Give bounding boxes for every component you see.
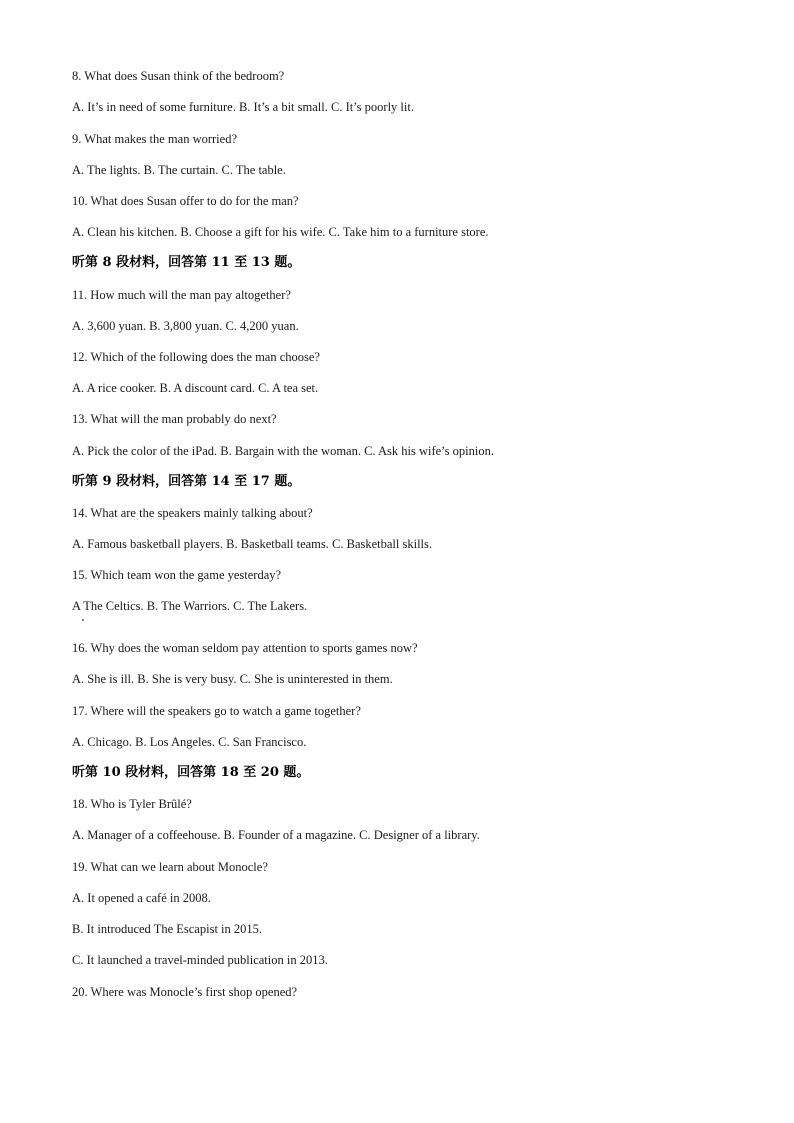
question-15-options: A The Celtics. B. The Warriors. C. The Lakers. (72, 599, 308, 613)
question-16: 16. Why does the woman seldom pay attention to sports games now? (72, 641, 418, 655)
question-19-option-c: C. It launched a travel-minded publication in 2013. (72, 953, 328, 967)
question-16-options: A. She is ill. B. She is very busy. C. She is uninterested in them. (72, 672, 393, 686)
question-11: 11. How much will the man pay altogether? (72, 288, 291, 302)
question-19: 19. What can we learn about Monocle? (72, 860, 268, 874)
question-8: 8. What does Susan think of the bedroom? (72, 69, 285, 83)
question-14-options: A. Famous basketball players. B. Basketball teams. C. Basketball skills. (72, 537, 433, 551)
question-10: 10. What does Susan offer to do for the man? (72, 194, 299, 208)
question-14: 14. What are the speakers mainly talking about? (72, 506, 313, 520)
question-13: 13. What will the man probably do next? (72, 412, 277, 426)
question-10-options: A. Clean his kitchen. B. Choose a gift for his wife. C. Take him to a furniture store. (72, 225, 489, 239)
question-20: 20. Where was Monocle’s first shop opened? (72, 985, 298, 999)
question-15: 15. Which team won the game yesterday? (72, 568, 282, 582)
question-13-options: A. Pick the color of the iPad. B. Bargain with the woman. C. Ask his wife’s opinion. (72, 444, 494, 458)
question-17: 17. Where will the speakers go to watch a game together? (72, 704, 361, 718)
question-9: 9. What makes the man worried? (72, 132, 237, 146)
stray-mark (82, 619, 84, 621)
question-12: 12. Which of the following does the man choose? (72, 350, 320, 364)
question-12-options: A. A rice cooker. B. A discount card. C. A tea set. (72, 381, 319, 395)
question-17-options: A. Chicago. B. Los Angeles. C. San Francisco. (72, 735, 307, 749)
question-9-options: A. The lights. B. The curtain. C. The table. (72, 163, 286, 177)
question-11-options: A. 3,600 yuan. B. 3,800 yuan. C. 4,200 yuan. (72, 319, 299, 333)
question-18: 18. Who is Tyler Brûlé? (72, 797, 192, 811)
section-heading-10: 听第 10 段材料，回答第 18 至 20 题。 (72, 765, 310, 780)
question-19-option-a: A. It opened a café in 2008. (72, 891, 211, 905)
question-8-options: A. It’s in need of some furniture. B. It’s a bit small. C. It’s poorly lit. (72, 100, 414, 114)
question-18-options: A. Manager of a coffeehouse. B. Founder of a magazine. C. Designer of a library. (72, 828, 480, 842)
question-19-option-b: B. It introduced The Escapist in 2015. (72, 922, 263, 936)
section-heading-9: 听第 9 段材料，回答第 14 至 17 题。 (72, 474, 301, 489)
section-heading-8: 听第 8 段材料，回答第 11 至 13 题。 (72, 255, 301, 270)
